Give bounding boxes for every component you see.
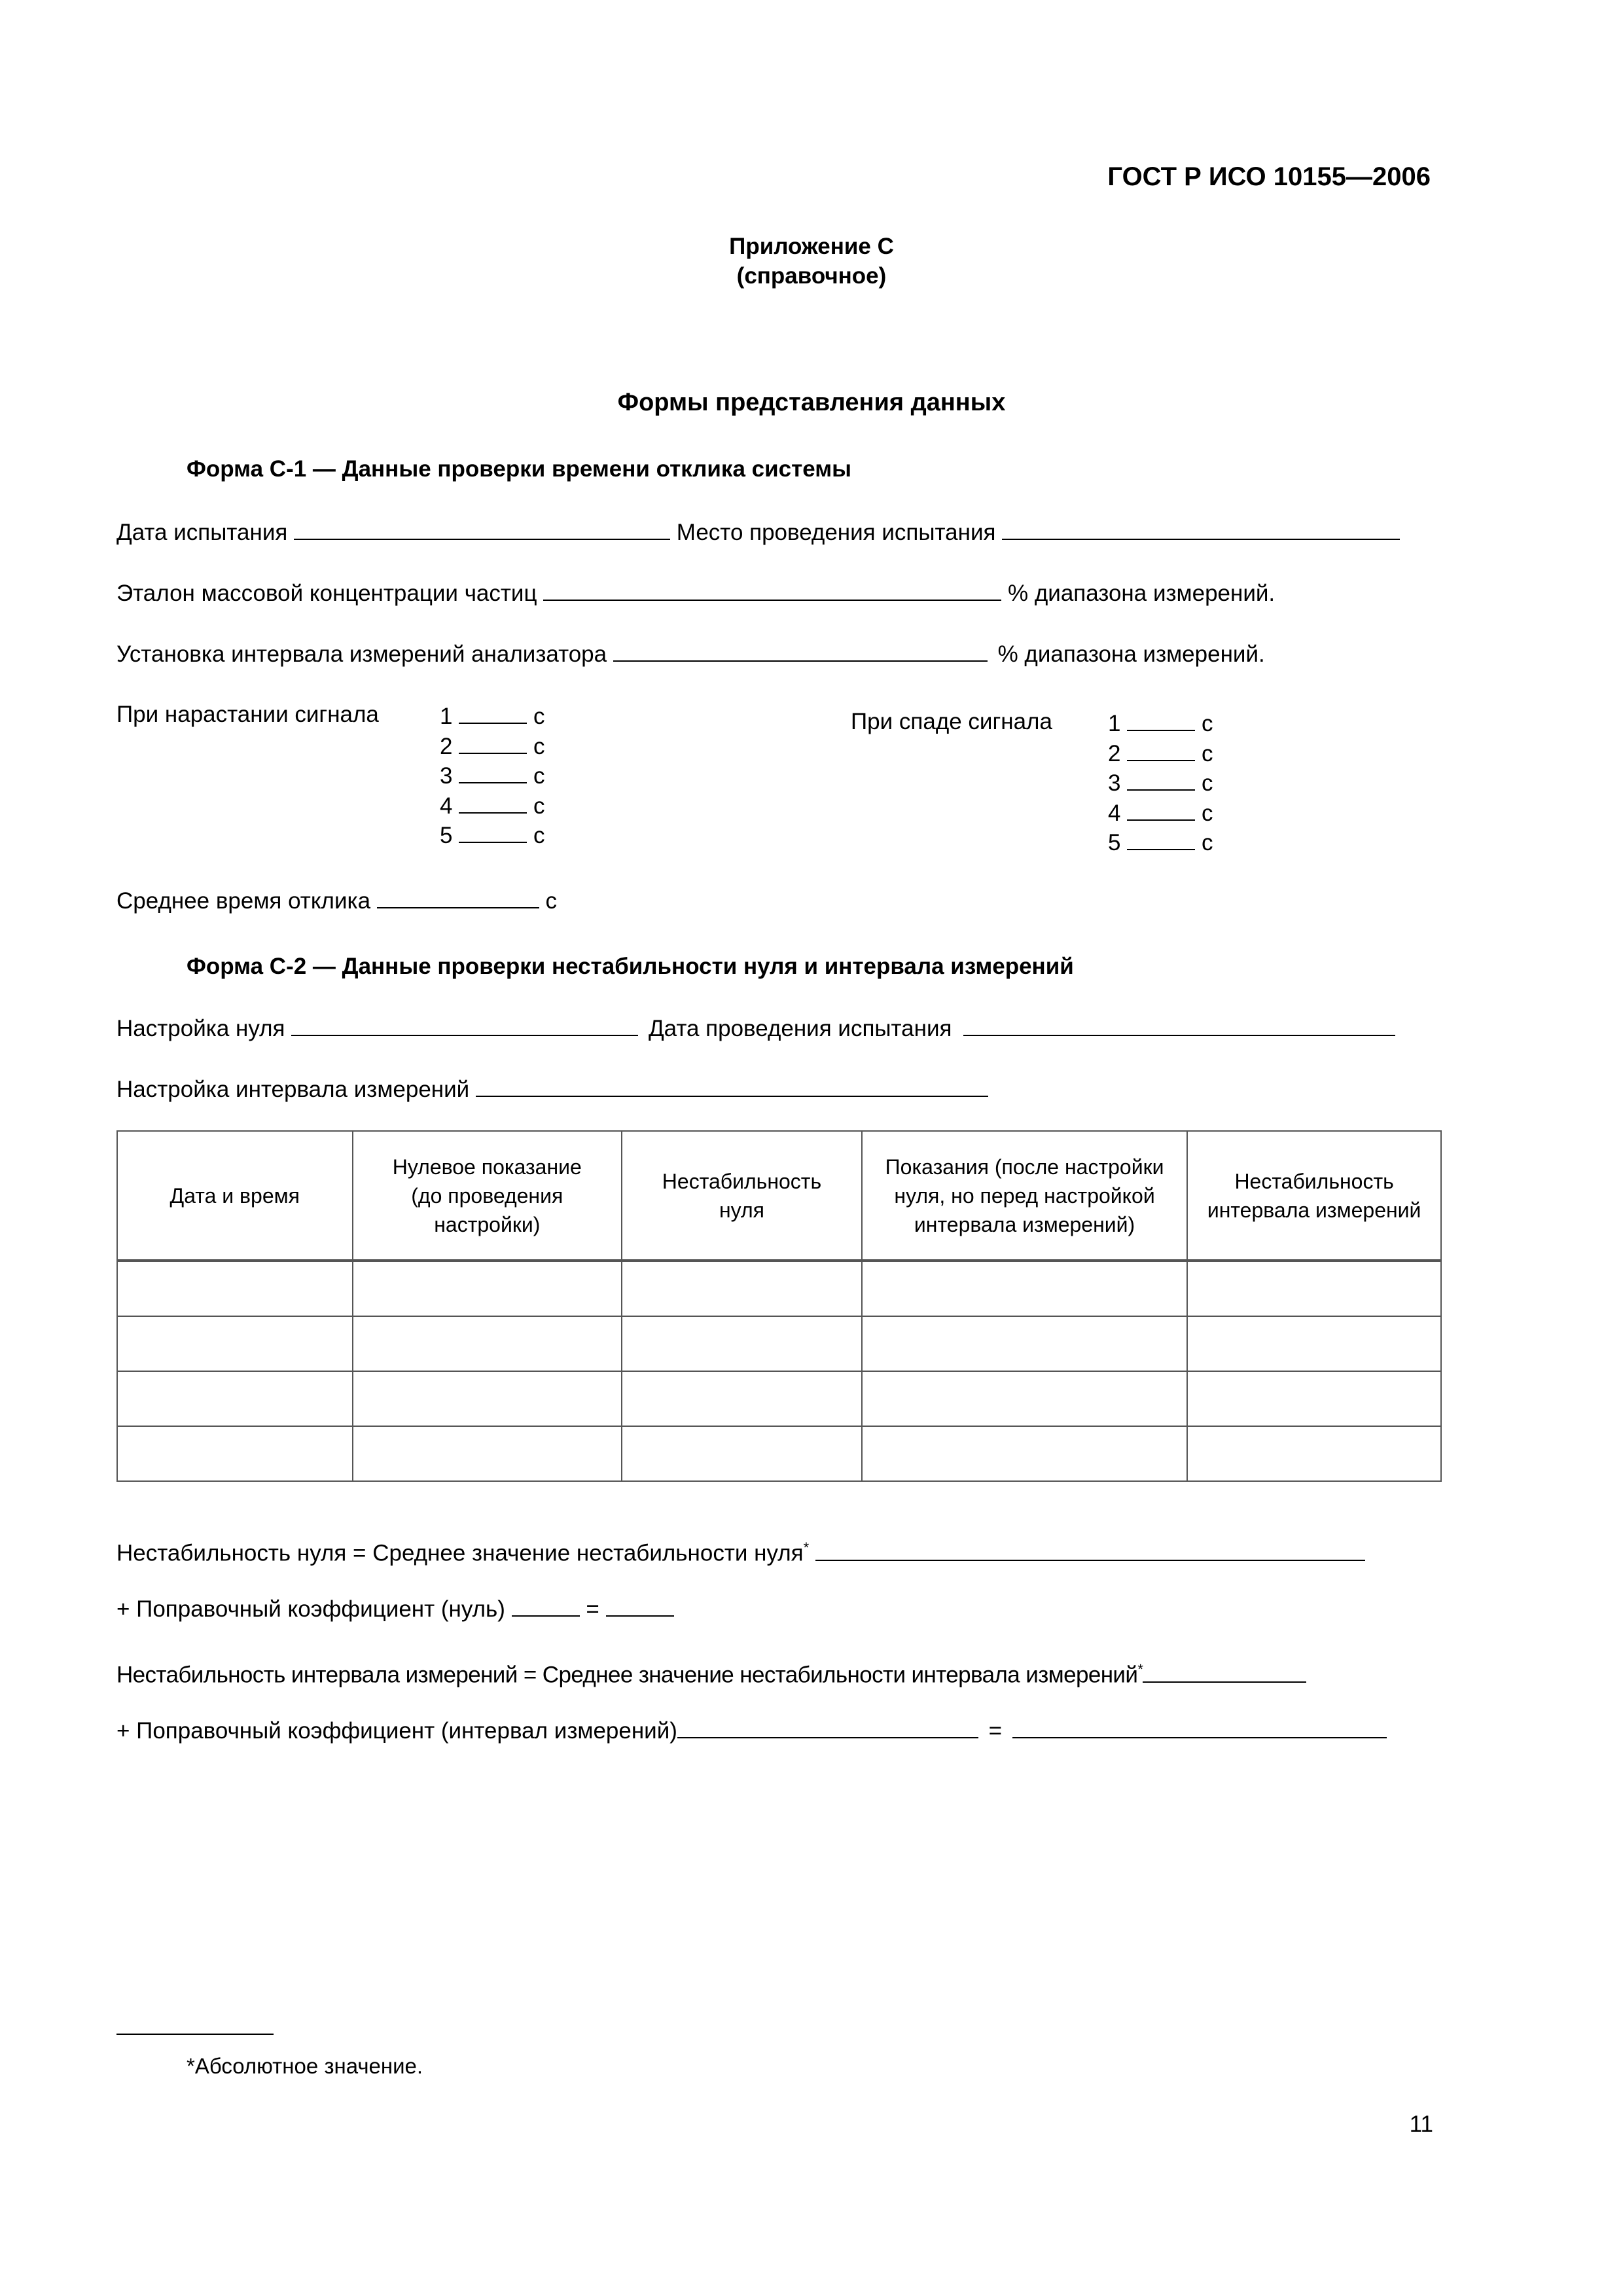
zero-correction-label: + Поправочный коэффициент (нуль) xyxy=(116,1596,505,1622)
table-cell[interactable] xyxy=(862,1261,1187,1316)
test-place-field[interactable] xyxy=(1002,518,1400,540)
reference-field[interactable] xyxy=(543,579,1001,601)
zero-drift-field[interactable] xyxy=(815,1539,1365,1561)
fall-item-2: 2 с xyxy=(1108,739,1213,769)
test-place-label: Место проведения испытания xyxy=(676,520,996,545)
analyzer-suffix: % диапазона измерений. xyxy=(997,641,1265,667)
zero-setting-label: Настройка нуля xyxy=(116,1016,285,1041)
fall-list xyxy=(1108,709,1213,858)
test-date-row xyxy=(116,518,1400,547)
analyzer-label: Установка интервала измерений анализатора xyxy=(116,641,607,667)
table-cell[interactable] xyxy=(1187,1316,1441,1371)
span-setting-label: Настройка интервала измерений xyxy=(116,1077,470,1102)
table-row xyxy=(117,1371,1441,1426)
footnote-text: *Абсолютное значение. xyxy=(187,2054,423,2078)
table-cell[interactable] xyxy=(117,1261,353,1316)
rise-field-1[interactable] xyxy=(459,702,527,724)
span-drift-formula: Нестабильность интервала измерений = Среднее значение нестабильности интервала измерений xyxy=(116,1662,1138,1688)
rise-item-3: 3 с xyxy=(440,761,544,791)
span-correction-label: + Поправочный коэффициент (интервал измерений) xyxy=(116,1718,677,1744)
appendix-title: Приложение С xyxy=(729,234,894,259)
table-cell[interactable] xyxy=(353,1316,622,1371)
avg-response-unit: с xyxy=(545,888,558,914)
fall-field-1[interactable] xyxy=(1127,709,1195,731)
col-header-span-drift: Нестабильность интервала измерений xyxy=(1187,1131,1441,1261)
table-cell[interactable] xyxy=(1187,1371,1441,1426)
zero-setting-row xyxy=(116,1014,1395,1043)
rise-label: При нарастании сигнала xyxy=(116,702,379,727)
table-cell[interactable] xyxy=(862,1316,1187,1371)
rise-field-4[interactable] xyxy=(459,791,527,814)
col-header-datetime: Дата и время xyxy=(117,1131,353,1261)
table-header-row xyxy=(117,1131,1441,1261)
zero-drift-formula-row xyxy=(116,1534,1365,1568)
table-cell[interactable] xyxy=(622,1261,862,1316)
span-drift-field[interactable] xyxy=(1143,1660,1306,1683)
footnote-divider xyxy=(116,2034,274,2035)
span-correction-row xyxy=(116,1716,1387,1746)
table-cell[interactable] xyxy=(117,1316,353,1371)
appendix-subtitle: (справочное) xyxy=(736,263,887,289)
avg-response-field[interactable] xyxy=(377,886,539,908)
rise-field-5[interactable] xyxy=(459,821,527,843)
zero-drift-formula: Нестабильность нуля = Среднее значение нестабильности нуля xyxy=(116,1540,804,1566)
footnote-mark: * xyxy=(1137,1661,1143,1677)
form-c1-title: Форма С-1 — Данные проверки времени отклика системы xyxy=(187,456,852,482)
table-cell[interactable] xyxy=(622,1426,862,1481)
table-cell[interactable] xyxy=(117,1426,353,1481)
analyzer-field[interactable] xyxy=(613,639,988,662)
fall-field-2[interactable] xyxy=(1127,739,1195,761)
table-cell[interactable] xyxy=(1187,1426,1441,1481)
table-row xyxy=(117,1426,1441,1481)
span-correction-field[interactable] xyxy=(677,1716,978,1738)
table-cell[interactable] xyxy=(353,1371,622,1426)
table-cell[interactable] xyxy=(622,1316,862,1371)
test-date-field[interactable] xyxy=(294,518,670,540)
table-cell[interactable] xyxy=(862,1371,1187,1426)
zero-result-field[interactable] xyxy=(606,1594,674,1617)
document-code: ГОСТ Р ИСО 10155—2006 xyxy=(1107,162,1431,191)
page-number: 11 xyxy=(1409,2111,1433,2137)
avg-response-row xyxy=(116,886,557,916)
avg-response-label: Среднее время отклика xyxy=(116,888,371,914)
analyzer-row xyxy=(116,639,1265,669)
c2-test-date-label: Дата проведения испытания xyxy=(648,1016,952,1041)
fall-field-4[interactable] xyxy=(1127,798,1195,821)
span-drift-formula-row xyxy=(116,1655,1306,1690)
table-cell[interactable] xyxy=(353,1261,622,1316)
col-header-zero-reading: Нулевое показание (до проведения настройки) xyxy=(353,1131,622,1261)
span-result-field[interactable] xyxy=(1012,1716,1387,1738)
table-row xyxy=(117,1261,1441,1316)
zero-correction-row xyxy=(116,1594,674,1624)
rise-item-1: 1 с xyxy=(440,702,544,732)
span-setting-field[interactable] xyxy=(476,1075,988,1097)
fall-field-3[interactable] xyxy=(1127,768,1195,791)
reference-suffix: % диапазона измерений. xyxy=(1008,581,1275,606)
rise-item-5: 5 с xyxy=(440,821,544,851)
col-header-zero-drift: Нестабильность нуля xyxy=(622,1131,862,1261)
rise-list xyxy=(440,702,544,851)
table-cell[interactable] xyxy=(117,1371,353,1426)
table-cell[interactable] xyxy=(622,1371,862,1426)
footnote-mark: * xyxy=(803,1539,810,1556)
section-title: Формы представления данных xyxy=(617,389,1006,416)
reference-label: Эталон массовой концентрации частиц xyxy=(116,581,537,606)
drift-table xyxy=(116,1130,1442,1482)
table-cell[interactable] xyxy=(862,1426,1187,1481)
equals-sign: = xyxy=(988,1718,1003,1744)
table-row xyxy=(117,1316,1441,1371)
form-c2-title: Форма С-2 — Данные проверки нестабильности нуля и интервала измерений xyxy=(187,954,1074,979)
fall-item-5: 5 с xyxy=(1108,828,1213,858)
span-setting-row xyxy=(116,1075,988,1104)
zero-correction-field[interactable] xyxy=(512,1594,580,1617)
zero-setting-field[interactable] xyxy=(291,1014,638,1036)
rise-field-2[interactable] xyxy=(459,732,527,754)
table-cell[interactable] xyxy=(353,1426,622,1481)
c2-test-date-field[interactable] xyxy=(963,1014,1395,1036)
test-date-label: Дата испытания xyxy=(116,520,288,545)
table-cell[interactable] xyxy=(1187,1261,1441,1316)
fall-field-5[interactable] xyxy=(1127,828,1195,850)
fall-item-4: 4 с xyxy=(1108,798,1213,829)
reference-row xyxy=(116,579,1275,608)
fall-item-1: 1 с xyxy=(1108,709,1213,739)
col-header-readings: Показания (после настройки нуля, но перед настройкой интервала измерений) xyxy=(862,1131,1187,1261)
rise-item-4: 4 с xyxy=(440,791,544,821)
fall-item-3: 3 с xyxy=(1108,768,1213,798)
rise-field-3[interactable] xyxy=(459,761,527,783)
fall-label: При спаде сигнала xyxy=(851,709,1052,734)
rise-item-2: 2 с xyxy=(440,732,544,762)
equals-sign: = xyxy=(586,1596,599,1622)
